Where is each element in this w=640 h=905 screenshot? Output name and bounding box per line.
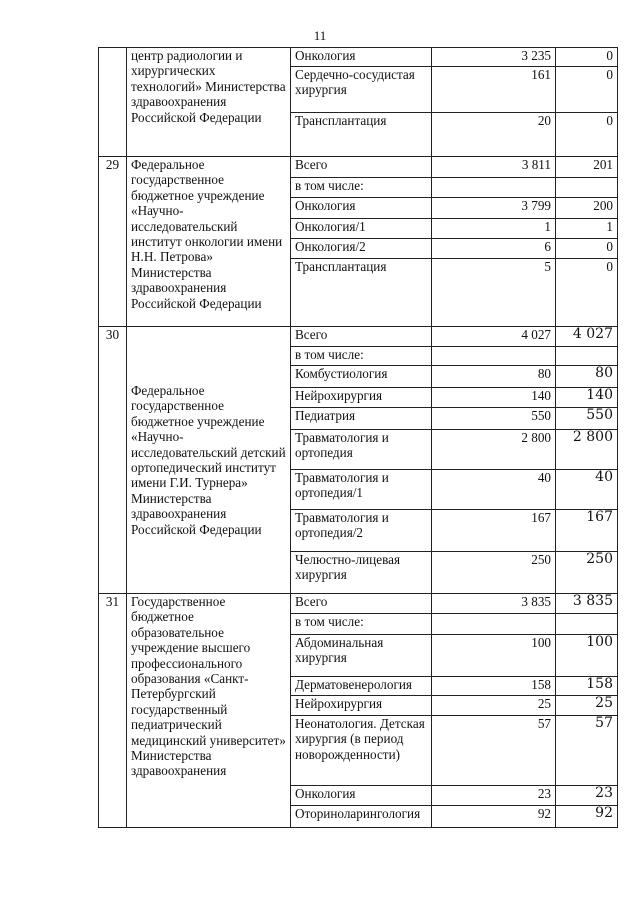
care-profile: Трансплантация [291,259,432,327]
allocated-value: 158 [556,677,618,696]
organization-name: Государственное бюджетное образовательное учреждение высшего профессионального образования «Санкт-Петербургский государственный педиатрический медицинский университет» Министерства здравоохранения [127,594,291,828]
care-profile: Трансплантация [291,113,432,157]
care-profile: в том числе: [291,178,432,198]
allocated-value: 0 [556,48,618,67]
volume-value: 3 235 [432,48,556,67]
care-profile: Всего [291,327,432,347]
care-profile: Травматология и ортопедия/1 [291,470,432,510]
allocated-value [556,347,618,366]
allocated-value: 40 [556,470,618,510]
volume-value: 92 [432,806,556,828]
allocated-value [556,178,618,198]
volume-value [432,614,556,635]
allocated-value: 80 [556,366,618,388]
organization-name: Федеральное государственное бюджетное учреждение «Научно-исследовательский детский ортопедический институт имени Г.И. Турнера» Министерства здравоохранения Российской Федерации [127,327,291,594]
allocated-value: 0 [556,259,618,327]
volume-value: 100 [432,635,556,677]
care-profile: Дерматовенерология [291,677,432,696]
volume-value: 3 811 [432,157,556,178]
care-profile: Абдоминальная хирургия [291,635,432,677]
quota-table-body [99,48,618,828]
care-profile: Онкология [291,786,432,806]
care-profile: Онкология [291,198,432,219]
volume-value: 167 [432,510,556,552]
volume-value: 4 027 [432,327,556,347]
volume-value: 40 [432,470,556,510]
allocated-value: 140 [556,388,618,408]
allocated-value: 4 027 [556,327,618,347]
care-profile: Челюстно-лицевая хирургия [291,552,432,594]
allocated-value: 57 [556,716,618,786]
care-profile: в том числе: [291,614,432,635]
volume-value: 80 [432,366,556,388]
care-profile: Всего [291,157,432,178]
volume-value: 1 [432,219,556,239]
care-profile: Оториноларингология [291,806,432,828]
allocated-value: 25 [556,696,618,716]
quota-table [98,47,618,828]
row-number: 31 [99,594,127,828]
allocated-value: 100 [556,635,618,677]
care-profile: Онкология/2 [291,239,432,259]
allocated-value: 92 [556,806,618,828]
table-row [99,48,618,67]
care-profile: в том числе: [291,347,432,366]
organization-name: центр радиологии и хирургических технологий» Министерства здравоохранения Российской Федерации [127,48,291,157]
volume-value: 25 [432,696,556,716]
care-profile: Травматология и ортопедия/2 [291,510,432,552]
care-profile: Педиатрия [291,408,432,430]
table-row [99,157,618,178]
care-profile: Онкология [291,48,432,67]
allocated-value: 2 800 [556,430,618,470]
volume-value: 20 [432,113,556,157]
allocated-value: 550 [556,408,618,430]
volume-value: 550 [432,408,556,430]
volume-value: 2 800 [432,430,556,470]
volume-value: 57 [432,716,556,786]
allocated-value [556,614,618,635]
allocated-value: 0 [556,113,618,157]
volume-value: 6 [432,239,556,259]
row-number: 29 [99,157,127,327]
allocated-value: 0 [556,239,618,259]
volume-value: 158 [432,677,556,696]
volume-value: 250 [432,552,556,594]
volume-value: 140 [432,388,556,408]
table-row [99,327,618,347]
care-profile: Онкология/1 [291,219,432,239]
care-profile: Травматология и ортопедия [291,430,432,470]
volume-value: 3 799 [432,198,556,219]
volume-value [432,347,556,366]
page-number: 11 [313,28,327,43]
care-profile: Нейрохирургия [291,388,432,408]
allocated-value: 201 [556,157,618,178]
allocated-value: 200 [556,198,618,219]
allocated-value: 0 [556,67,618,113]
row-number: 30 [99,327,127,594]
volume-value: 3 835 [432,594,556,614]
volume-value: 5 [432,259,556,327]
volume-value [432,178,556,198]
care-profile: Сердечно-сосудистая хирургия [291,67,432,113]
allocated-value: 3 835 [556,594,618,614]
table-row [99,594,618,614]
organization-name: Федеральное государственное бюджетное учреждение «Научно-исследовательский институт онкологии имени Н.Н. Петрова» Министерства здравоохранения Российской Федерации [127,157,291,327]
row-number [99,48,127,157]
care-profile: Нейрохирургия [291,696,432,716]
care-profile: Неонатология. Детская хирургия (в период новорожденности) [291,716,432,786]
care-profile: Комбустиология [291,366,432,388]
allocated-value: 250 [556,552,618,594]
volume-value: 23 [432,786,556,806]
care-profile: Всего [291,594,432,614]
allocated-value: 167 [556,510,618,552]
volume-value: 161 [432,67,556,113]
allocated-value: 23 [556,786,618,806]
allocated-value: 1 [556,219,618,239]
